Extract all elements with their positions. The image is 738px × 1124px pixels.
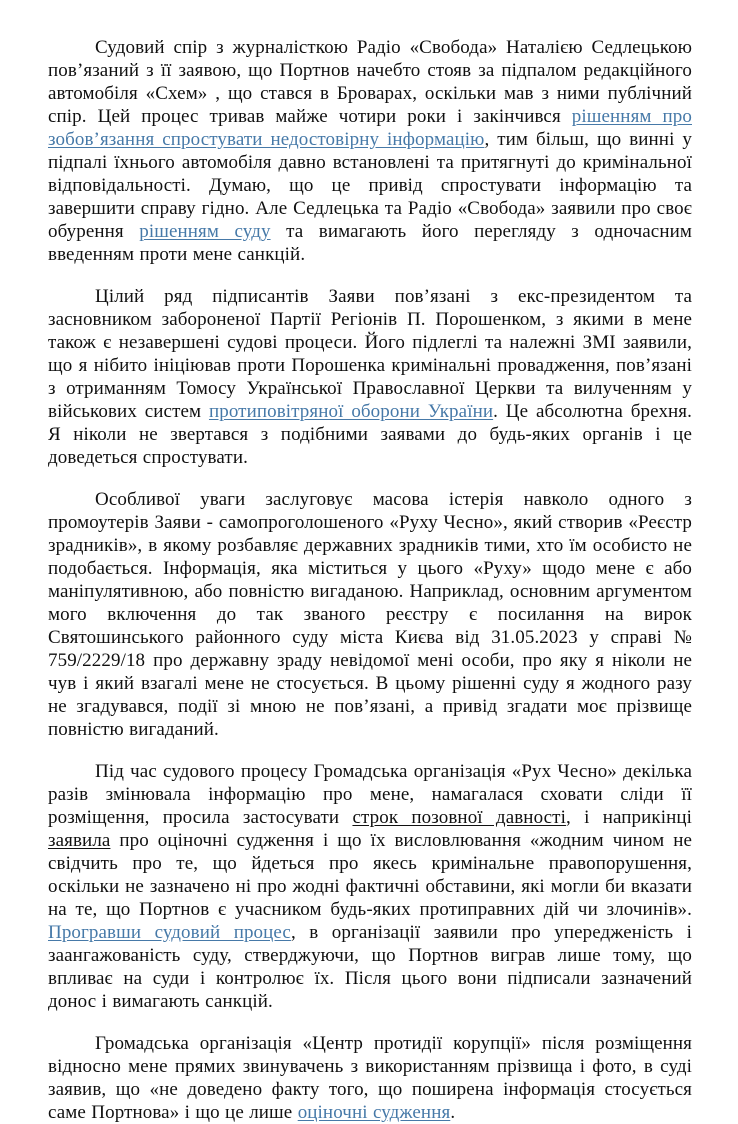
text-run: Цілий ряд підписантів Заяви пов’язані з екс-президентом та засновником забороненої Партії Регіонів П. Порошенком, з якими в мене також є незавершені судові процеси. Його підлеглі та належні ЗМІ заявили, що я нібито ініціював проти Порошенка кримінальні провадження, пов’язані з отриманням Томосу Української Православної Церкви та вилученням у військових систем <box>48 286 692 422</box>
paragraph <box>48 285 692 469</box>
paragraph <box>48 760 692 1013</box>
text-run: Судовий спір з журналісткою Радіо «Свобода» Наталією Седлецькою пов’язаний з її заявою, що Портнов начебто стояв за підпалом редакційного автомобіля «Схем» , що стався в Броварах, оскільки мав з ними публічний спір. Цей процес тривав майже чотири роки і закінчився <box>48 37 692 127</box>
paragraph <box>48 488 692 741</box>
hyperlink[interactable]: рішенням суду <box>139 221 271 242</box>
document-body <box>48 36 692 1124</box>
hyperlink[interactable]: оціночні судження <box>297 1102 451 1123</box>
text-run: та вимагають його перегляду з одночасним введенням проти мене санкцій. <box>48 221 692 265</box>
hyperlink[interactable]: рішенням про зобов’язання спростувати недостовірну інформацію <box>48 106 692 150</box>
text-run: Громадська організація «Центр протидії корупції» після розміщення відносно мене прямих звинувачень з використанням прізвища і фото, в суді заявив, що «не доведено факту того, що поширена інформація стосується саме Портнова» і що це лише <box>48 1033 692 1123</box>
text-run: , тим більш, що винні у підпалі їхнього автомобіля давно встановлені та притягнуті до кримінальної відповідальності. Думаю, що це привід спростувати інформацію та завершити справу гідно. Але Седлецька та Радіо «Свобода» заявили про своє обурення <box>48 129 692 242</box>
paragraph <box>48 1032 692 1124</box>
underlined-text: заявила <box>48 830 111 851</box>
paragraph <box>48 36 692 266</box>
text-run: про оціночні судження і що їх висловлювання «жодним чином не свідчить про те, що йдеться про якесь кримінальне правопорушення, оскільки не зазначено ні про жодні фактичні обставини, які могли би вказати на те, що Портнов є учасником будь-яких протиправних дій чи злочинів». <box>48 830 692 920</box>
text-run: Під час судового процесу Громадська організація «Рух Чесно» декілька разів змінювала інформацію про мене, намагалася сховати сліди її розміщення, просила застосувати <box>48 761 692 828</box>
text-run: Особливої уваги заслуговує масова істерія навколо одного з промоутерів Заяви - самопроголошеного «Руху Чесно», який створив «Реєстр зрадників», в якому розбавляє державних зрадників тими, хто їм особисто не подобається. Інформація, яка міститься у цього «Руху» щодо мене є або маніпулятивною, або повністю вигаданою. Наприклад, основним аргументом мого включення до так званого реєстру є посилання на вирок Святошинського районного суду міста Києва від 31.05.2023 у справі № 759/2229/18 про державну зраду невідомої мені особи, про яку я ніколи не чув і який взагалі мене не стосується. В цьому рішенні суду я жодного разу не згадувався, події зі мною не пов’язані, а привід згадати моє прізвище повністю вигаданий. <box>48 489 692 740</box>
hyperlink[interactable]: Програвши судовий процес <box>48 922 291 943</box>
underlined-text: строк позовної давності <box>352 807 566 828</box>
text-run: , в організації заявили про упередженість і заангажованість суду, стверджуючи, що Портнов виграв лише тому, що впливає на суди і контролює їх. Після цього вони підписали зазначений донос і вимагають санкцій. <box>48 922 692 1012</box>
text-run: . Це абсолютна брехня. Я ніколи не звертався з подібними заявами до будь-яких органів і це доведеться спростувати. <box>48 401 692 468</box>
text-run: , і наприкінці <box>565 807 693 828</box>
hyperlink[interactable]: протиповітряної оборони України <box>208 401 494 422</box>
text-run: . <box>450 1102 456 1123</box>
